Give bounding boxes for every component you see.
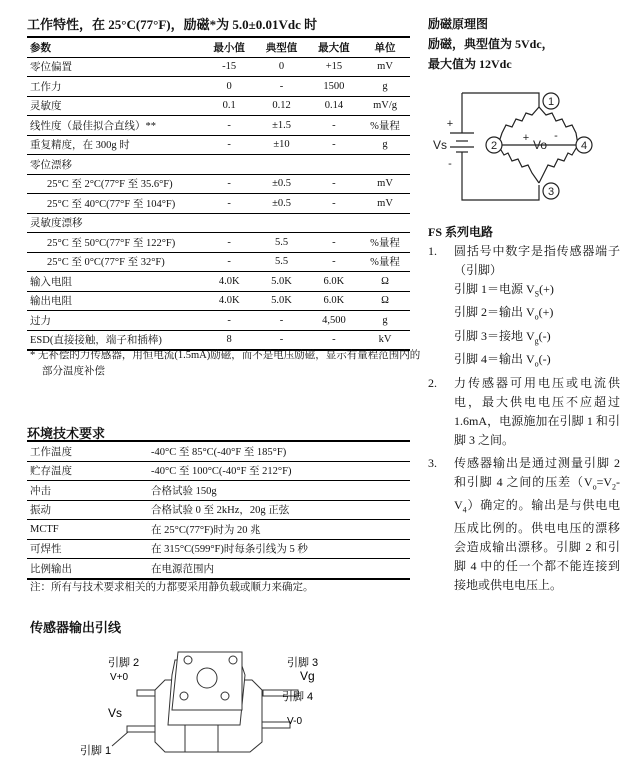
excitation-line1: 励磁，典型值为 5Vdc， bbox=[428, 37, 554, 51]
table-row bbox=[27, 330, 410, 350]
cell-max: - bbox=[308, 233, 360, 253]
cell-value: -40°C 至 100°C(-40°F 至 212°F) bbox=[148, 461, 410, 481]
cell-typ: ±0.5 bbox=[255, 194, 307, 214]
cell-min: 4.0K bbox=[203, 291, 255, 311]
table-row bbox=[27, 213, 410, 233]
subscript: S bbox=[534, 289, 540, 299]
pin-line bbox=[454, 303, 620, 326]
cell-unit: Ω bbox=[360, 291, 410, 311]
table-row bbox=[27, 57, 410, 77]
cell-max bbox=[308, 213, 360, 233]
cell-typ: - bbox=[255, 330, 307, 350]
item-number: 1. bbox=[428, 244, 437, 258]
table-row bbox=[27, 520, 410, 540]
cell-max: 0.14 bbox=[308, 96, 360, 116]
cell-p: 25°C 至 0°C(77°F 至 32°F) bbox=[27, 252, 203, 272]
table-row bbox=[27, 461, 410, 481]
item-number: 2. bbox=[428, 375, 437, 390]
cell-max: 1500 bbox=[308, 77, 360, 97]
table-row bbox=[27, 252, 410, 272]
col-max: 最大值 bbox=[308, 37, 360, 57]
cell-p: 重复精度，在 300g 时 bbox=[27, 135, 203, 155]
table-row bbox=[27, 135, 410, 155]
cell-typ bbox=[255, 213, 307, 233]
cell-max: - bbox=[308, 116, 360, 136]
cell-unit: %量程 bbox=[360, 116, 410, 136]
text-part: 引脚 1＝电源 V bbox=[454, 282, 535, 296]
mount-hole-icon bbox=[221, 692, 229, 700]
cell-key: 可焊性 bbox=[27, 539, 148, 559]
cell-p: 输出电阻 bbox=[27, 291, 203, 311]
cell-typ: ±10 bbox=[255, 135, 307, 155]
leads-title: 传感器输出引线 bbox=[30, 620, 122, 635]
table-row bbox=[27, 311, 410, 331]
cell-typ: 5.5 bbox=[255, 233, 307, 253]
cell-unit: mV bbox=[360, 174, 410, 194]
cell-max: 6.0K bbox=[308, 291, 360, 311]
subscript: 4 bbox=[462, 505, 467, 515]
cell-unit: mV bbox=[360, 57, 410, 77]
cell-typ: 0.12 bbox=[255, 96, 307, 116]
table-row bbox=[27, 116, 410, 136]
cell-key: 振动 bbox=[27, 500, 148, 520]
cell-key: 贮存温度 bbox=[27, 461, 148, 481]
table-row bbox=[27, 500, 410, 520]
pin-line bbox=[454, 327, 620, 350]
specs-title: 工作特性，在 25°C(77°F)，励磁*为 5.0±0.01Vdc 时 bbox=[27, 17, 318, 32]
text-part: 引脚 4＝输出 V bbox=[454, 352, 535, 367]
cell-typ: 5.5 bbox=[255, 252, 307, 272]
pin1-arrow-icon bbox=[112, 732, 128, 746]
col-unit: 单位 bbox=[360, 37, 410, 57]
label-vpin1: Vs bbox=[108, 706, 123, 720]
table-row bbox=[27, 539, 410, 559]
table-row bbox=[27, 77, 410, 97]
cell-value: 合格试验 150g bbox=[148, 481, 410, 501]
cell-p: 25°C 至 50°C(77°F 至 122°F) bbox=[27, 233, 203, 253]
pin-line bbox=[454, 280, 620, 303]
cell-unit bbox=[360, 155, 410, 175]
node-4: 4 bbox=[580, 140, 588, 152]
cell-key: 比例输出 bbox=[27, 559, 148, 579]
cell-p: 输入电阻 bbox=[27, 272, 203, 292]
cell-max: 6.0K bbox=[308, 272, 360, 292]
cell-typ: - bbox=[255, 77, 307, 97]
excitation-line2: 最大值为 12Vdc bbox=[428, 57, 512, 71]
excitation-title: 励磁原理图 bbox=[428, 17, 489, 31]
cell-p: 25°C 至 2°C(77°F 至 35.6°F) bbox=[27, 174, 203, 194]
table-row bbox=[27, 272, 410, 292]
cell-unit: g bbox=[360, 311, 410, 331]
cell-typ: 0 bbox=[255, 57, 307, 77]
cell-unit: mV/g bbox=[360, 96, 410, 116]
col-min: 最小值 bbox=[203, 37, 255, 57]
cell-min: -15 bbox=[203, 57, 255, 77]
mount-hole-icon bbox=[229, 656, 237, 664]
subscript: o bbox=[592, 481, 597, 491]
cell-min bbox=[203, 213, 255, 233]
cell-min: 0.1 bbox=[203, 96, 255, 116]
cell-unit: mV bbox=[360, 194, 410, 214]
env-table bbox=[27, 440, 410, 580]
item-text: 圆括号中数字是指传感器端子（引脚） bbox=[454, 244, 620, 277]
table-row bbox=[27, 481, 410, 501]
col-param: 参数 bbox=[27, 37, 203, 57]
table-row bbox=[27, 233, 410, 253]
label-pin1: 引脚 1 bbox=[80, 745, 112, 757]
subscript: o bbox=[534, 359, 539, 369]
cell-min: - bbox=[203, 116, 255, 136]
cell-p: 过力 bbox=[27, 311, 203, 331]
text-part: -V bbox=[454, 474, 620, 512]
cell-unit bbox=[360, 213, 410, 233]
cell-max: 4,500 bbox=[308, 311, 360, 331]
cell-min: - bbox=[203, 252, 255, 272]
table-row bbox=[27, 194, 410, 214]
cell-p: 工作力 bbox=[27, 77, 203, 97]
cell-min: 4.0K bbox=[203, 272, 255, 292]
pin-line bbox=[454, 350, 620, 373]
cell-min: - bbox=[203, 194, 255, 214]
sensor-leads-diagram bbox=[0, 630, 340, 764]
cell-key: 工作温度 bbox=[27, 441, 148, 461]
label-pin3: 引脚 3 bbox=[287, 657, 319, 669]
cell-key: 冲击 bbox=[27, 481, 148, 501]
cell-p: 25°C 至 40°C(77°F 至 104°F) bbox=[27, 194, 203, 214]
cell-unit: g bbox=[360, 135, 410, 155]
cell-typ: - bbox=[255, 311, 307, 331]
node-2: 2 bbox=[490, 140, 498, 152]
cell-p: ESD(直接接触，端子和插棒) bbox=[27, 330, 203, 350]
text-part: 引脚 3＝接地 V bbox=[454, 328, 535, 343]
text-part: ）确定的。输出是与供电电压成比例的。供电电压的漂移会造成输出漂移。引脚 2 和引脚 4 中的任一个都不能连接到接地或供电电压上。 bbox=[454, 497, 620, 593]
cell-min bbox=[203, 155, 255, 175]
cell-value: 合格试验 0 至 2kHz，20g 正弦 bbox=[148, 500, 410, 520]
cell-p: 灵敏度 bbox=[27, 96, 203, 116]
cell-min: - bbox=[203, 174, 255, 194]
cell-max: - bbox=[308, 330, 360, 350]
cell-typ bbox=[255, 155, 307, 175]
table-row bbox=[27, 559, 410, 579]
list-item bbox=[428, 454, 620, 596]
excitation-circuit bbox=[420, 85, 630, 210]
fs-notes-list bbox=[428, 242, 620, 595]
cell-key: MCTF bbox=[27, 520, 148, 540]
cell-value: 在电源范围内 bbox=[148, 559, 410, 579]
text-part: (+) bbox=[538, 305, 554, 320]
table-row bbox=[27, 174, 410, 194]
cell-max: - bbox=[308, 135, 360, 155]
cell-max: - bbox=[308, 194, 360, 214]
cell-min: 8 bbox=[203, 330, 255, 350]
vs-label: Vs bbox=[432, 138, 448, 152]
cell-typ: 5.0K bbox=[255, 291, 307, 311]
vo-label: Vo bbox=[532, 138, 548, 152]
cell-unit: %量程 bbox=[360, 233, 410, 253]
cell-p: 线性度（最佳拟合直线）** bbox=[27, 116, 203, 136]
env-title: 环境技术要求 bbox=[27, 426, 106, 441]
specs-footnote: * 无补偿的力传感器，用恒电流(1.5mA)励磁，而不是电压励磁，显示有量程范围内的部分温度补偿 bbox=[30, 350, 421, 377]
cell-max: - bbox=[308, 252, 360, 272]
node-3: 3 bbox=[547, 186, 555, 198]
label-vpin3: Vg bbox=[300, 669, 315, 683]
label-vpin4: V-0 bbox=[287, 716, 303, 727]
table-row bbox=[27, 441, 410, 461]
table-row bbox=[27, 155, 410, 175]
cell-value: -40°C 至 85°C(-40°F 至 185°F) bbox=[148, 441, 410, 461]
cell-unit: kV bbox=[360, 330, 410, 350]
cell-p: 零位漂移 bbox=[27, 155, 203, 175]
subscript: 2 bbox=[612, 481, 616, 491]
label-pin2: 引脚 2 bbox=[108, 657, 140, 669]
item-text: 力传感器可用电压或电流供电，最大供电电压不应超过 1.6mA，电源施加在引脚 1 和引脚 3 之间。 bbox=[454, 375, 620, 447]
cell-typ: 5.0K bbox=[255, 272, 307, 292]
vo-minus: - bbox=[554, 130, 558, 142]
cell-max: +15 bbox=[308, 57, 360, 77]
node-1: 1 bbox=[547, 96, 555, 108]
vo-plus: + bbox=[522, 132, 530, 144]
cell-p: 零位偏置 bbox=[27, 57, 203, 77]
cell-unit: %量程 bbox=[360, 252, 410, 272]
text-part: (-) bbox=[538, 352, 551, 367]
text-part: 传感器输出是通过测量引脚 2 和引脚 4 之间的压差（V bbox=[454, 455, 620, 489]
plunger-icon bbox=[197, 668, 217, 688]
table-row bbox=[27, 96, 410, 116]
text-part: 引脚 2＝输出 V bbox=[454, 305, 535, 320]
label-pin4: 引脚 4 bbox=[282, 691, 314, 703]
cell-value: 在 315°C(599°F)时每条引线为 5 秒 bbox=[148, 539, 410, 559]
cell-unit: Ω bbox=[360, 272, 410, 292]
fs-title: FS 系列电路 bbox=[428, 225, 494, 239]
col-typ: 典型值 bbox=[255, 37, 307, 57]
cell-p: 灵敏度漂移 bbox=[27, 213, 203, 233]
list-item bbox=[428, 242, 620, 374]
vs-plus: + bbox=[446, 118, 454, 130]
mount-hole-icon bbox=[180, 692, 188, 700]
specs-table bbox=[27, 36, 410, 351]
subscript: o bbox=[534, 312, 539, 322]
text-part: (-) bbox=[538, 328, 551, 343]
cell-max bbox=[308, 155, 360, 175]
cell-typ: ±1.5 bbox=[255, 116, 307, 136]
cell-min: - bbox=[203, 233, 255, 253]
item-text bbox=[454, 454, 620, 596]
vs-minus: - bbox=[448, 158, 452, 170]
cell-max: - bbox=[308, 174, 360, 194]
table-row bbox=[27, 291, 410, 311]
label-vpin2: V+0 bbox=[110, 672, 129, 683]
env-note: 注：所有与技术要求相关的力都要采用静负载或顺力来确定。 bbox=[30, 582, 314, 593]
subscript: g bbox=[534, 336, 539, 346]
text-part: (+) bbox=[539, 282, 554, 296]
cell-unit: g bbox=[360, 77, 410, 97]
cell-value: 在 25°C(77°F)时为 20 兆 bbox=[148, 520, 410, 540]
cell-min: - bbox=[203, 135, 255, 155]
item-number: 3. bbox=[428, 455, 437, 470]
mount-hole-icon bbox=[184, 656, 192, 664]
cell-min: - bbox=[203, 311, 255, 331]
list-item bbox=[428, 374, 620, 450]
text-part: =V bbox=[596, 474, 612, 489]
cell-min: 0 bbox=[203, 77, 255, 97]
cell-typ: ±0.5 bbox=[255, 174, 307, 194]
